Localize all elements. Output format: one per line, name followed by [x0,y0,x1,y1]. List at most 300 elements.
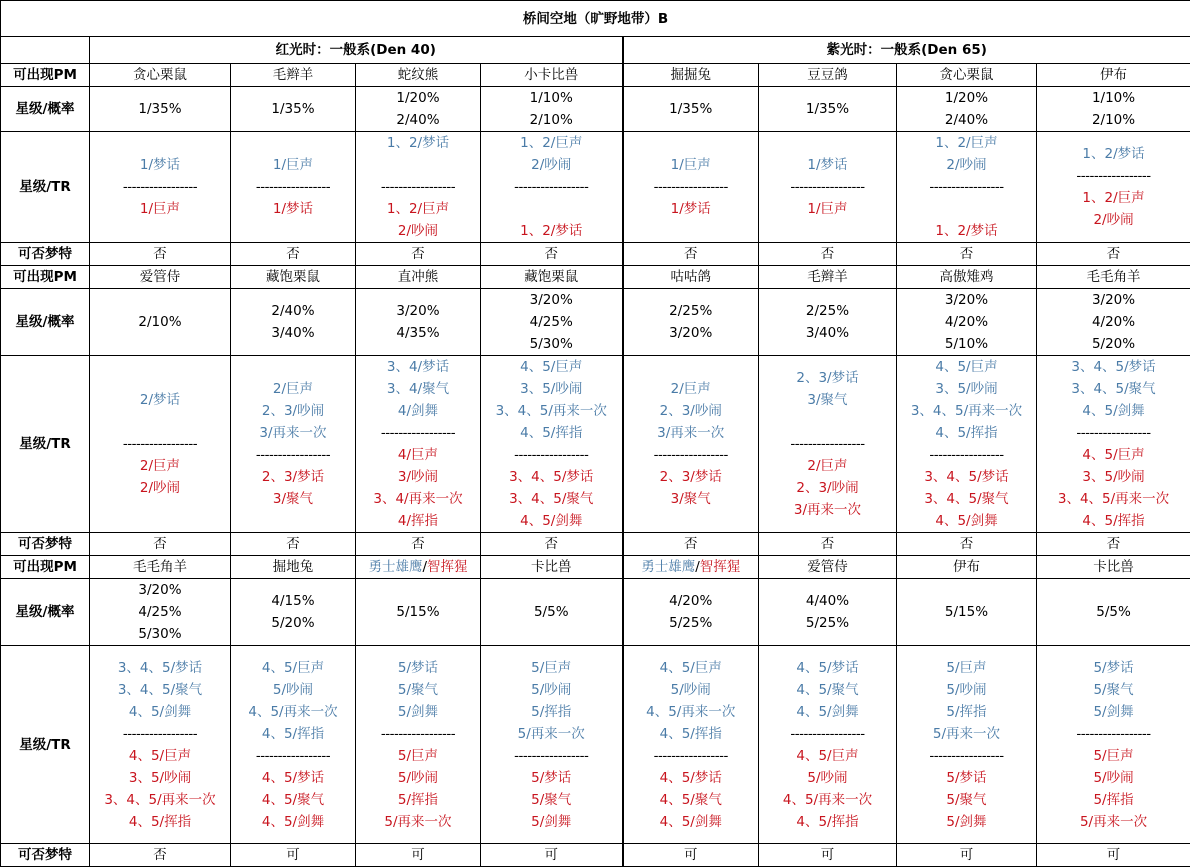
star-rate-cell [897,87,1037,132]
tr-entry: 4、5/巨声 [759,745,896,767]
tr-entry: 4、5/挥指 [90,811,230,833]
star-rate-cell [897,579,1037,646]
star-rate-cell [623,579,759,646]
dream-possible-value: 否 [90,243,231,266]
red-den-header: 红光时：一般系(Den 40) [90,37,623,64]
tr-entry: 5/再来一次 [356,811,480,833]
tr-entry: 4、5/再来一次 [759,789,896,811]
star-tr-cell [759,356,897,533]
star-rate-value: 5/25% [624,612,759,634]
star-tr-cell [1037,356,1190,533]
den-header-row [1,37,1190,64]
star-rate-value: 5/15% [356,601,480,623]
star-rate-value: 5/5% [1037,601,1190,623]
tr-divider: ----------------- [624,745,759,767]
tr-entry: 5/聚气 [1037,679,1190,701]
tr-entry: 4、5/剑舞 [897,510,1036,532]
section-1-dream-row [1,243,1190,266]
tr-entry: 3/聚气 [231,488,355,510]
title-row [1,1,1190,37]
star-rate-value: 1/35% [624,98,759,120]
star-rate-cell [1037,87,1190,132]
tr-entry: 4、5/挥指 [759,811,896,833]
pokemon-name: 爱管侍 [140,269,181,285]
star-rate-value: 4/20% [624,590,759,612]
tr-entry: 1/巨声 [90,198,230,220]
tr-entry: 5/剑舞 [897,811,1036,833]
tr-entry: 4、5/剑舞 [90,701,230,723]
star-tr-cell [1037,132,1190,243]
tr-entry: 5/挥指 [481,701,622,723]
tr-entry: 4、5/再来一次 [231,701,355,723]
pokemon-name-cell [623,64,759,87]
tr-entry: 5/吵闹 [481,679,622,701]
tr-entry: 3、5/吵闹 [897,378,1036,400]
row-label-pm: 可出现PM [1,64,90,87]
tr-divider: ----------------- [624,444,759,466]
pokemon-name-cell [897,556,1037,579]
star-tr-cell [90,646,231,844]
tr-entry: 4、5/巨声 [231,657,355,679]
pokemon-name-cell [1037,556,1190,579]
tr-entry: 2、3/吵闹 [231,400,355,422]
tr-entry: 5/挥指 [356,789,480,811]
page-title: 桥间空地（旷野地带）B [1,1,1190,37]
tr-entry: 1/梦话 [624,198,759,220]
tr-entry: 2、3/梦话 [624,466,759,488]
star-tr-cell [90,132,231,243]
pokemon-name-cell [356,266,481,289]
tr-entry [356,154,480,176]
tr-entry: 3、4、5/梦话 [90,657,230,679]
pokemon-name-cell [356,64,481,87]
tr-divider: ----------------- [231,745,355,767]
star-rate-value: 3/20% [356,300,480,322]
star-rate-cell [481,289,623,356]
pokemon-name: 智挥猩 [700,559,741,575]
star-rate-value: 5/10% [897,333,1036,355]
pokemon-name-cell [759,266,897,289]
tr-divider: ----------------- [481,176,622,198]
star-tr-cell [481,356,623,533]
star-rate-value: 5/5% [481,601,622,623]
tr-divider: ----------------- [1037,422,1190,444]
tr-entry: 3/聚气 [759,389,896,411]
tr-entry: 1/巨声 [624,154,759,176]
tr-divider: ----------------- [1037,165,1190,187]
star-rate-cell [90,289,231,356]
tr-entry: 5/巨声 [1037,745,1190,767]
tr-entry: 5/巨声 [356,745,480,767]
tr-entry: 3、4、5/聚气 [481,488,622,510]
pokemon-name-cell [481,556,623,579]
section-2-rate-row [1,289,1190,356]
pokemon-name: 掘地兔 [273,559,314,575]
tr-divider: ----------------- [759,723,896,745]
dream-possible-value: 可 [759,844,897,867]
pokemon-name-cell [623,266,759,289]
tr-entry: 4/挥指 [356,510,480,532]
tr-entry: 2/巨声 [759,455,896,477]
dream-possible-value: 可 [356,844,481,867]
tr-entry: 5/吵闹 [624,679,759,701]
section-3-pm-row [1,556,1190,579]
pokemon-name-cell [897,266,1037,289]
tr-divider: ----------------- [481,745,622,767]
tr-entry: 3、4、5/梦话 [1037,356,1190,378]
section-2-tr-row [1,356,1190,533]
star-rate-cell [759,579,897,646]
tr-entry: 4、5/挥指 [1037,510,1190,532]
row-label-dream: 可否梦特 [1,243,90,266]
star-rate-value: 3/20% [624,322,759,344]
tr-entry: 4、5/剑舞 [1037,400,1190,422]
star-rate-value: 1/20% [356,87,480,109]
star-rate-cell [623,87,759,132]
tr-entry: 1、2/巨声 [1037,187,1190,209]
tr-entry: 2/吵闹 [356,220,480,242]
pokemon-name: 毛辫羊 [273,67,314,83]
tr-entry: 2/吵闹 [90,477,230,499]
star-rate-value: 2/25% [759,300,896,322]
tr-entry: 4、5/挥指 [897,422,1036,444]
star-tr-cell [231,132,356,243]
dream-possible-value: 否 [231,533,356,556]
tr-divider: ----------------- [90,723,230,745]
pokemon-name: 勇士雄鹰 [368,559,422,575]
tr-entry: 5/梦话 [356,657,480,679]
tr-entry: 1/梦话 [90,154,230,176]
tr-divider: ----------------- [624,176,759,198]
tr-entry [897,198,1036,220]
star-tr-cell [623,646,759,844]
dream-possible-value: 可 [897,844,1037,867]
star-tr-cell [481,646,623,844]
star-rate-value: 3/20% [90,579,230,601]
pokemon-name: / [695,559,700,575]
tr-entry: 4、5/巨声 [1037,444,1190,466]
tr-entry: 5/巨声 [897,657,1036,679]
tr-entry: 3、5/吵闹 [1037,466,1190,488]
star-rate-value: 4/20% [1037,311,1190,333]
pokemon-name: 爱管侍 [807,559,848,575]
tr-entry: 4、5/挥指 [231,723,355,745]
star-rate-value: 4/20% [897,311,1036,333]
star-rate-cell [356,289,481,356]
pokemon-name: 直冲熊 [398,269,439,285]
star-rate-value: 1/20% [897,87,1036,109]
star-tr-cell [759,132,897,243]
tr-entry: 1、2/梦话 [897,220,1036,242]
dream-possible-value: 否 [897,533,1037,556]
star-rate-value: 5/15% [897,601,1036,623]
star-rate-value: 3/20% [1037,289,1190,311]
pokemon-name-cell [90,64,231,87]
tr-divider: ----------------- [356,422,480,444]
section-1-pm-row [1,64,1190,87]
tr-entry: 5/剑舞 [1037,701,1190,723]
star-rate-cell [481,87,623,132]
tr-entry: 4、5/剑舞 [481,510,622,532]
star-rate-value: 1/10% [481,87,622,109]
tr-entry: 5/聚气 [356,679,480,701]
star-tr-cell [1037,646,1190,844]
pokemon-name: 小卡比兽 [524,67,578,83]
tr-entry: 5/再来一次 [1037,811,1190,833]
tr-entry: 3、4、5/再来一次 [1037,488,1190,510]
tr-entry: 1/巨声 [231,154,355,176]
pokemon-name: 伊布 [953,559,980,575]
row-label-tr: 星级/TR [1,356,90,533]
tr-entry: 2、3/吵闹 [624,400,759,422]
tr-entry: 4、5/挥指 [481,422,622,444]
pokemon-name-cell [759,64,897,87]
pokemon-name: 掘掘兔 [671,67,712,83]
star-tr-cell [356,356,481,533]
dream-possible-value: 否 [356,243,481,266]
star-rate-value: 2/25% [624,300,759,322]
tr-entry: 3、4、5/再来一次 [897,400,1036,422]
tr-entry: 4、5/巨声 [481,356,622,378]
pokemon-name: 毛辫羊 [807,269,848,285]
tr-entry: 3/吵闹 [356,466,480,488]
tr-entry: 4、5/再来一次 [624,701,759,723]
dream-possible-value: 否 [481,533,623,556]
tr-entry: 1/梦话 [231,198,355,220]
star-tr-cell [90,356,231,533]
star-rate-value: 4/35% [356,322,480,344]
pokemon-name: 咕咕鸽 [671,269,712,285]
tr-entry: 5/巨声 [481,657,622,679]
tr-entry: 3、5/吵闹 [90,767,230,789]
pokemon-name-cell [481,266,623,289]
dream-possible-value: 否 [231,243,356,266]
star-tr-cell [231,356,356,533]
tr-entry: 5/再来一次 [897,723,1036,745]
star-rate-cell [623,289,759,356]
star-rate-cell [356,87,481,132]
star-rate-value: 4/40% [759,590,896,612]
dream-possible-value: 否 [759,243,897,266]
star-rate-value: 2/10% [90,311,230,333]
tr-entry: 3、4/梦话 [356,356,480,378]
dream-possible-value: 否 [90,844,231,867]
dream-possible-value: 否 [759,533,897,556]
pokemon-name-cell [897,64,1037,87]
star-tr-cell [897,356,1037,533]
tr-entry: 3/再来一次 [624,422,759,444]
star-tr-cell [759,646,897,844]
tr-entry: 2、3/吵闹 [759,477,896,499]
tr-entry: 5/梦话 [897,767,1036,789]
star-tr-cell [897,646,1037,844]
pokemon-name: 勇士雄鹰 [641,559,695,575]
section-3-rate-row [1,579,1190,646]
tr-entry: 5/吵闹 [897,679,1036,701]
tr-entry [90,411,230,433]
star-rate-value: 3/20% [481,289,622,311]
pokemon-name: 卡比兽 [1093,559,1134,575]
dream-possible-value: 否 [623,533,759,556]
row-label-pm: 可出现PM [1,266,90,289]
tr-entry: 2/梦话 [90,389,230,411]
tr-entry: 1、2/巨声 [481,132,622,154]
row-label-rate: 星级/概率 [1,579,90,646]
tr-entry: 1、2/梦话 [1037,143,1190,165]
tr-divider: ----------------- [897,176,1036,198]
tr-divider: ----------------- [356,723,480,745]
star-rate-value: 1/35% [90,98,230,120]
tr-divider: ----------------- [90,433,230,455]
pokemon-name-cell [1037,266,1190,289]
star-rate-cell [759,87,897,132]
tr-entry: 5/剑舞 [356,701,480,723]
star-rate-value: 2/10% [481,109,622,131]
dream-possible-value: 可 [1037,844,1190,867]
star-rate-cell [759,289,897,356]
star-tr-cell [623,356,759,533]
star-rate-cell [231,289,356,356]
pokemon-name-cell [231,64,356,87]
row-label-dream: 可否梦特 [1,533,90,556]
tr-entry: 2/巨声 [90,455,230,477]
tr-entry: 2、3/梦话 [231,466,355,488]
star-rate-value: 5/25% [759,612,896,634]
tr-entry: 2/吵闹 [481,154,622,176]
section-2-pm-row [1,266,1190,289]
pokemon-name-cell [231,266,356,289]
tr-entry: 5/吵闹 [1037,767,1190,789]
dream-possible-value: 可 [481,844,623,867]
star-rate-cell [90,87,231,132]
tr-entry: 4、5/巨声 [897,356,1036,378]
pokemon-name: 贪心栗鼠 [133,67,187,83]
tr-divider: ----------------- [90,176,230,198]
pokemon-name-cell [623,556,759,579]
row-label-tr: 星级/TR [1,132,90,243]
star-rate-value: 5/20% [1037,333,1190,355]
pokemon-name-cell [90,266,231,289]
dream-possible-value: 否 [481,243,623,266]
tr-entry: 4、5/巨声 [624,657,759,679]
dream-possible-value: 否 [356,533,481,556]
tr-entry: 4、5/聚气 [624,789,759,811]
tr-divider: ----------------- [759,433,896,455]
star-rate-cell [1037,289,1190,356]
star-rate-cell [356,579,481,646]
tr-divider: ----------------- [759,176,896,198]
tr-entry: 2/巨声 [624,378,759,400]
tr-entry: 1/梦话 [759,154,896,176]
purple-den-header: 紫光时：一般系(Den 65) [623,37,1190,64]
pokemon-name-cell [231,556,356,579]
tr-entry: 3/聚气 [624,488,759,510]
tr-entry: 5/梦话 [1037,657,1190,679]
tr-entry: 3、5/吵闹 [481,378,622,400]
tr-divider: ----------------- [1037,723,1190,745]
star-tr-cell [897,132,1037,243]
tr-entry: 3、4/再来一次 [356,488,480,510]
row-label-rate: 星级/概率 [1,87,90,132]
pokemon-name: 豆豆鸽 [807,67,848,83]
star-rate-cell [231,579,356,646]
tr-entry: 4、5/梦话 [624,767,759,789]
tr-entry: 3、4、5/梦话 [481,466,622,488]
tr-entry: 1、2/巨声 [897,132,1036,154]
pokemon-name: 卡比兽 [531,559,572,575]
tr-entry: 3、4/聚气 [356,378,480,400]
section-3-tr-row [1,646,1190,844]
star-tr-cell [231,646,356,844]
tr-entry: 1、2/梦话 [356,132,480,154]
tr-entry: 4/剑舞 [356,400,480,422]
tr-entry: 4、5/巨声 [90,745,230,767]
star-rate-value: 4/25% [90,601,230,623]
star-rate-value: 5/30% [90,623,230,645]
section-1-rate-row [1,87,1190,132]
tr-entry: 5/再来一次 [481,723,622,745]
star-rate-value: 1/35% [231,98,355,120]
tr-divider: ----------------- [897,444,1036,466]
star-rate-cell [90,579,231,646]
pokemon-name: 智挥猩 [427,559,468,575]
star-tr-cell [623,132,759,243]
tr-entry: 4、5/剑舞 [231,811,355,833]
tr-entry: 1、2/梦话 [481,220,622,242]
star-rate-cell [1037,579,1190,646]
tr-entry: 5/挥指 [1037,789,1190,811]
tr-entry: 5/梦话 [481,767,622,789]
dream-possible-value: 否 [1037,533,1190,556]
tr-entry: 4、5/梦话 [759,657,896,679]
tr-entry: 3、4、5/聚气 [90,679,230,701]
star-rate-value: 2/40% [231,300,355,322]
pokemon-name: 高傲雉鸡 [940,269,994,285]
section-2-dream-row [1,533,1190,556]
pokemon-name-cell [481,64,623,87]
star-tr-cell [356,132,481,243]
tr-divider: ----------------- [231,444,355,466]
row-label-pm: 可出现PM [1,556,90,579]
star-rate-value: 1/10% [1037,87,1190,109]
star-rate-value: 5/30% [481,333,622,355]
star-rate-cell [481,579,623,646]
tr-divider: ----------------- [897,745,1036,767]
corner-cell [1,37,90,64]
star-rate-value: 2/10% [1037,109,1190,131]
dream-possible-value: 可 [623,844,759,867]
row-label-dream: 可否梦特 [1,844,90,867]
tr-entry: 5/聚气 [481,789,622,811]
star-rate-value: 4/25% [481,311,622,333]
tr-entry: 5/聚气 [897,789,1036,811]
tr-entry: 5/剑舞 [481,811,622,833]
star-rate-value: 2/40% [897,109,1036,131]
star-tr-cell [356,646,481,844]
star-rate-cell [231,87,356,132]
dream-possible-value: 可 [231,844,356,867]
tr-entry: 3、4、5/聚气 [897,488,1036,510]
tr-entry: 4、5/挥指 [624,723,759,745]
tr-entry [759,411,896,433]
row-label-rate: 星级/概率 [1,289,90,356]
star-rate-cell [897,289,1037,356]
tr-entry: 4、5/聚气 [231,789,355,811]
star-tr-cell [481,132,623,243]
star-rate-value: 3/40% [759,322,896,344]
pokemon-name: 伊布 [1100,67,1127,83]
tr-entry: 5/吵闹 [356,767,480,789]
